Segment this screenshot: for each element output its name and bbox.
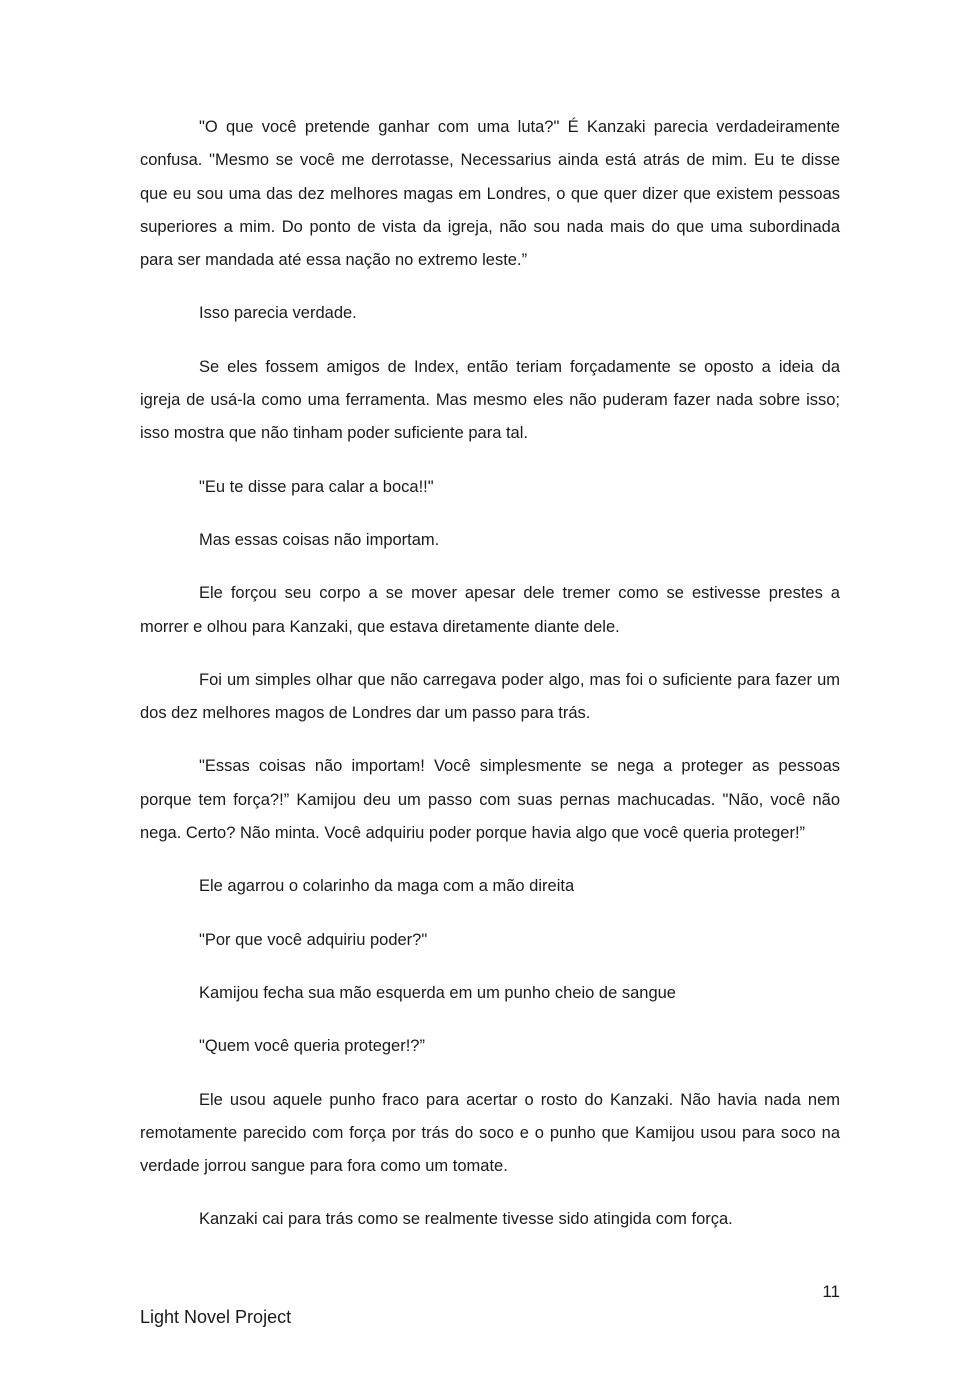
body-text bbox=[140, 111, 840, 1257]
paragraph: "O que você pretende ganhar com uma luta?" É Kanzaki parecia verdadeiramente confusa. "Mesmo se você me derrotasse, Necessarius ainda está atrás de mim. Eu te disse que eu sou uma das dez melhores magas em Londres, o que quer dizer que existem pessoas superiores a mim. Do ponto de vista da igreja, não sou nada mais do que uma subordinada para ser mandada até essa nação no extremo leste.” bbox=[140, 118, 840, 270]
paragraph: Se eles fossem amigos de Index, então teriam forçadamente se oposto a ideia da igreja de usá-la como uma ferramenta. Mas mesmo eles não puderam fazer nada sobre isso; isso mostra que não tinham poder suficiente para tal. bbox=[140, 357, 840, 443]
paragraph: Ele agarrou o colarinho da maga com a mão direita bbox=[199, 877, 575, 896]
paragraph: Ele usou aquele punho fraco para acertar o rosto do Kanzaki. Não havia nada nem remotamente parecido com força por trás do soco e o punho que Kamijou usou para soco na verdade jorrou sangue para fora como um tomate. bbox=[140, 1090, 840, 1176]
paragraph: Foi um simples olhar que não carregava poder algo, mas foi o suficiente para fazer um dos dez melhores magos de Londres dar um passo para trás. bbox=[140, 670, 840, 723]
page-number: 11 bbox=[822, 1282, 840, 1301]
footer-label: Light Novel Project bbox=[140, 1307, 292, 1327]
paragraph: Kanzaki cai para trás como se realmente tivesse sido atingida com força. bbox=[199, 1210, 733, 1229]
paragraph: "Por que você adquiriu poder?" bbox=[199, 930, 428, 949]
paragraph: Ele forçou seu corpo a se mover apesar dele tremer como se estivesse prestes a morrer e olhou para Kanzaki, que estava diretamente diante dele. bbox=[140, 584, 840, 636]
paragraph: Mas essas coisas não importam. bbox=[199, 530, 440, 549]
paragraph: "Eu te disse para calar a boca!!" bbox=[199, 477, 434, 496]
paragraph: "Quem você queria proteger!?” bbox=[199, 1037, 425, 1056]
paragraph: Kamijou fecha sua mão esquerda em um punho cheio de sangue bbox=[199, 983, 676, 1002]
paragraph: Isso parecia verdade. bbox=[199, 304, 357, 323]
paragraph: "Essas coisas não importam! Você simplesmente se nega a proteger as pessoas porque tem força?!” Kamijou deu um passo com suas pernas machucadas. "Não, você não nega. Certo? Não minta. Você adquiriu poder porque havia algo que você queria proteger!” bbox=[140, 757, 840, 843]
